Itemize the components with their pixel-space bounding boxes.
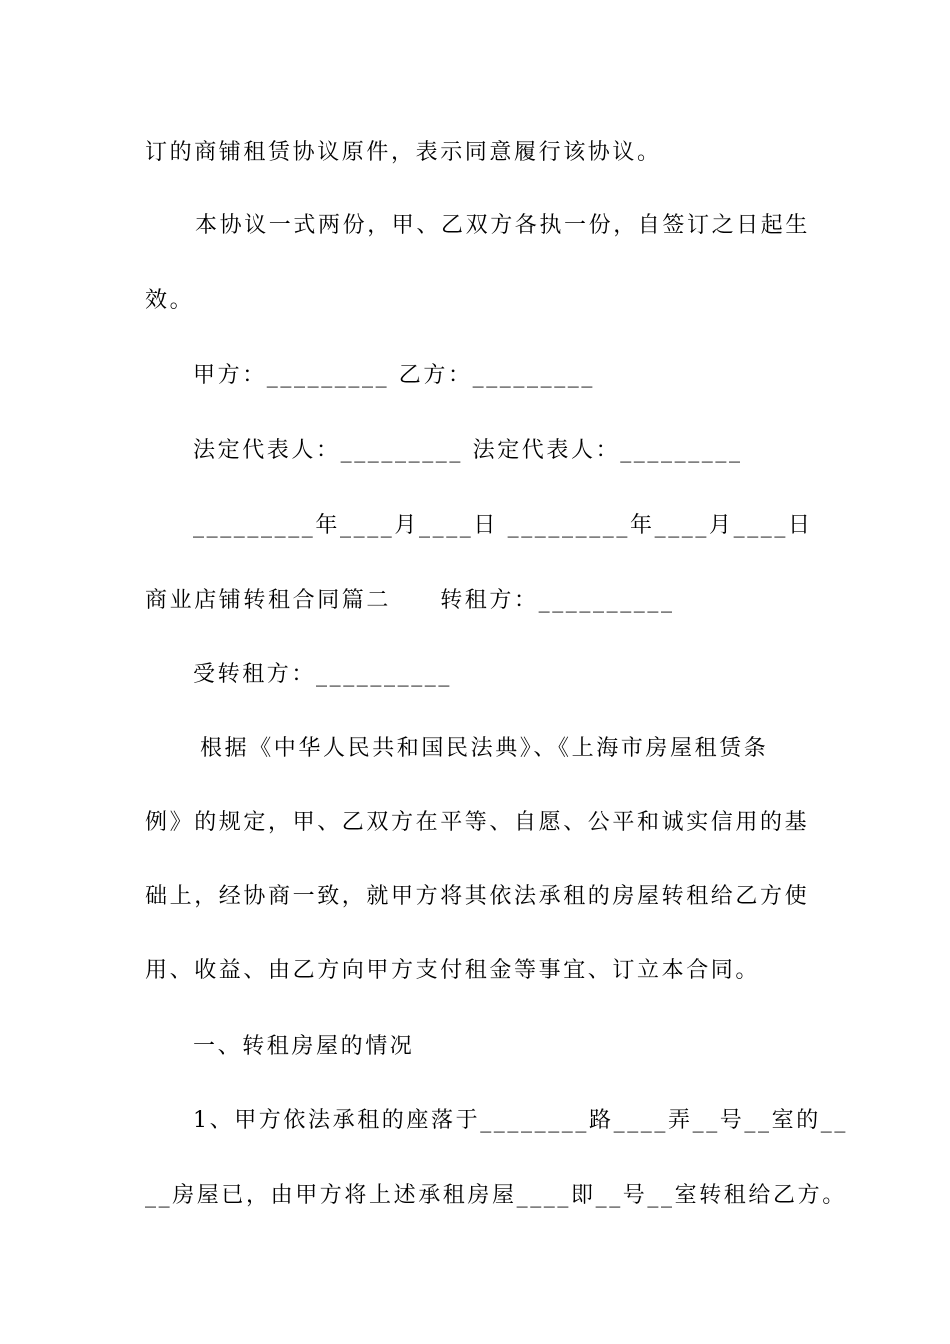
section-title-line: 商业店铺转租合同篇二 转租方：__________	[145, 588, 675, 613]
paragraph-line: 用、收益、由乙方向甲方支付租金等事宜、订立本合同。	[145, 958, 761, 983]
clause-heading: 一、转租房屋的情况	[193, 1034, 415, 1059]
paragraph-line: 例》的规定，甲、乙双方在平等、自愿、公平和诚实信用的基	[145, 810, 810, 835]
sublessee-line: 受转租方：__________	[193, 662, 453, 687]
paragraph-line: 础上，经协商一致，就甲方将其依法承租的房屋转租给乙方使	[145, 884, 810, 909]
paragraph-line: 效。	[145, 288, 195, 313]
paragraph-line: __房屋已，由甲方将上述承租房屋____即__号__室转租给乙方。	[145, 1183, 847, 1208]
paragraph-line: 订的商铺租赁协议原件，表示同意履行该协议。	[145, 140, 662, 165]
paragraph-line: 1、甲方依法承租的座落于________路____弄__号__室的__	[193, 1108, 848, 1133]
party-signature-line: 甲方：_________ 乙方：_________	[193, 363, 595, 388]
date-line: _________年____月____日 _________年____月____日	[193, 513, 813, 538]
paragraph-line: 本协议一式两份，甲、乙双方各执一份，自签订之日起生	[195, 213, 811, 238]
legal-representative-line: 法定代表人：_________ 法定代表人：_________	[193, 438, 743, 463]
paragraph-line: 根据《中华人民共和国民法典》、《上海市房屋租赁条	[200, 736, 769, 761]
